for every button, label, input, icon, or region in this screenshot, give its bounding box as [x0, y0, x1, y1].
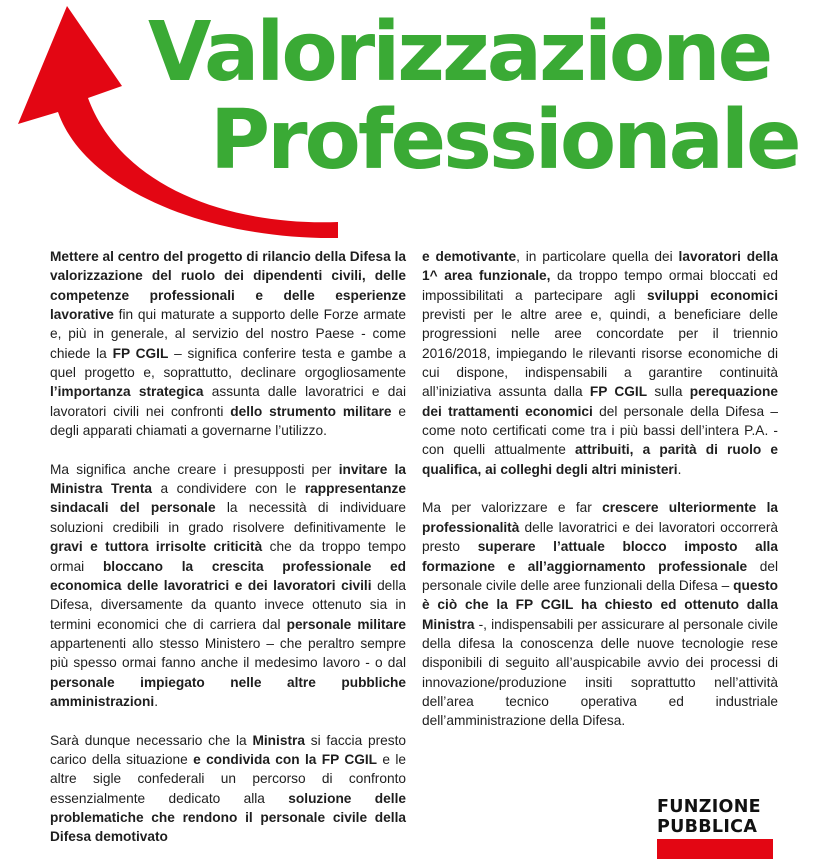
- text-segment: assunta dalle lavoratrici e dai lavoratori civili nei confronti: [50, 384, 406, 419]
- text-segment: fin qui maturate a supporto delle Forze armate e, più in generale, al servizio del nostro Paese - come chiede la: [50, 307, 406, 361]
- article-left-column: [50, 247, 406, 866]
- funzione-pubblica-logo: [657, 797, 775, 837]
- text-segment: delle lavoratrici e dei lavoratori occorrerà presto: [422, 519, 778, 555]
- text-segment: -, indispensabili per assicurare al personale civile della difesa la conoscenza delle nuove tecnologie rese disponibili di seguito all’auspicabile avvio dei processi di innovazione/produzione insiti soprattutto nell’attività dell’area tecnico operativa ed industriale dell’amministrazione della Difesa.: [422, 616, 778, 729]
- text-segment: della Difesa, diversamente da quanto invece ottenuto sia in termini economici che di carriera dal: [50, 577, 406, 632]
- page-title-line-2: Professionale: [210, 93, 799, 188]
- bold-text-segment: lavoratori della 1^ area funzionale,: [422, 249, 778, 284]
- text-segment: la necessità di individuare soluzioni credibili in grado risolvere definitivamente le: [50, 500, 407, 535]
- bold-text-segment: dello strumento militare: [230, 403, 392, 419]
- text-segment: Ma significa anche creare i presupposti per: [50, 461, 339, 477]
- article-right-column: [422, 247, 778, 750]
- page-title-line-1: Valorizzazione: [148, 5, 771, 100]
- bold-text-segment: sviluppi economici: [647, 287, 779, 303]
- text-segment: si faccia presto carico della situazione: [50, 732, 407, 767]
- paragraph-3: [50, 731, 406, 847]
- bold-text-segment: crescere ulteriormente la professionalità: [422, 500, 778, 535]
- bold-text-segment: attribuiti, a parità di ruolo e qualifica, ai colleghi degli altri ministeri: [422, 442, 778, 477]
- text-segment: Sarà dunque necessario che la: [50, 732, 253, 748]
- text-segment: del personale civile delle aree funzionali della Difesa –: [422, 558, 778, 593]
- bold-text-segment: soluzione delle problematiche che rendono il personale civile della Difesa demotivato: [50, 790, 406, 845]
- text-segment: – significa conferire testa e gambe a quel progetto e, soprattutto, declinare orgogliosamente: [50, 345, 407, 381]
- bold-text-segment: rappresentanze sindacali del personale: [50, 481, 406, 516]
- logo-line-2: PUBBLICA: [657, 817, 758, 837]
- bold-text-segment: FP CGIL: [589, 384, 648, 400]
- text-segment: appartenenti allo stesso Ministero – che peraltro sempre più spesso ormai fanno anche il medesimo lavoro - o dal: [50, 635, 406, 671]
- text-segment: .: [154, 693, 159, 709]
- text-segment: Ma per valorizzare e far: [422, 500, 603, 516]
- bold-text-segment: l’importanza strategica: [50, 384, 204, 400]
- bold-text-segment: FP CGIL: [112, 345, 169, 361]
- bold-text-segment: Mettere al centro del progetto di rilancio della Difesa la valorizzazione del ruolo dei dipendenti civili, delle competenze professionali e delle esperienze lavorative: [50, 249, 406, 323]
- paragraph-4: [422, 247, 778, 479]
- text-segment: a condividere con le: [152, 481, 305, 497]
- bold-text-segment: perequazione dei trattamenti economici: [422, 384, 778, 419]
- text-segment: da troppo tempo ormai bloccati ed impossibilitati a partecipare agli: [422, 268, 778, 303]
- text-segment: previsti per le altre aree e, quindi, a beneficiare delle progressioni nelle aree concordate per il triennio 2016/2018, impiegando le rilevanti risorse economiche di cui dispone, indispensabili a garantire continuità all’iniziativa assunta dalla: [422, 307, 778, 400]
- text-segment: e le altre sigle confederali un percorso di confronto essenzialmente dedicato alla: [50, 751, 406, 806]
- bold-text-segment: e demotivante: [422, 249, 517, 264]
- bold-text-segment: personale impiegato nelle altre pubbliche amministrazioni: [50, 674, 406, 709]
- bold-text-segment: Ministra: [252, 732, 305, 748]
- bold-text-segment: e condivida con la FP CGIL: [193, 751, 378, 767]
- text-segment: , in particolare quella dei: [516, 249, 679, 264]
- text-segment: sulla: [647, 384, 690, 400]
- paragraph-1: [50, 247, 406, 440]
- paragraph-2: [50, 460, 406, 711]
- paragraph-5: [422, 498, 778, 730]
- text-segment: che da troppo tempo ormai: [50, 539, 406, 574]
- text-segment: e degli apparati chiamati a governarne l’utilizzo.: [50, 403, 407, 439]
- logo-red-bar: [657, 839, 773, 859]
- bold-text-segment: personale militare: [286, 616, 407, 632]
- text-segment: del personale della Difesa – come noto certificati come tra i più bassi dell’intera P.A. - con quelli attualmente: [422, 403, 778, 458]
- bold-text-segment: superare l’attuale blocco imposto alla formazione e all’aggiornamento professionale: [422, 539, 778, 574]
- bold-text-segment: questo è ciò che la FP CGIL ha chiesto ed ottenuto dalla Ministra: [422, 577, 778, 632]
- bold-text-segment: gravi e tuttora irrisolte criticità: [50, 539, 263, 555]
- text-segment: .: [677, 461, 682, 477]
- bold-text-segment: invitare la Ministra Trenta: [50, 461, 407, 497]
- logo-line-1: FUNZIONE: [657, 797, 761, 817]
- bold-text-segment: bloccano la crescita professionale ed economica delle lavoratrici e dei lavoratori civili: [50, 558, 406, 593]
